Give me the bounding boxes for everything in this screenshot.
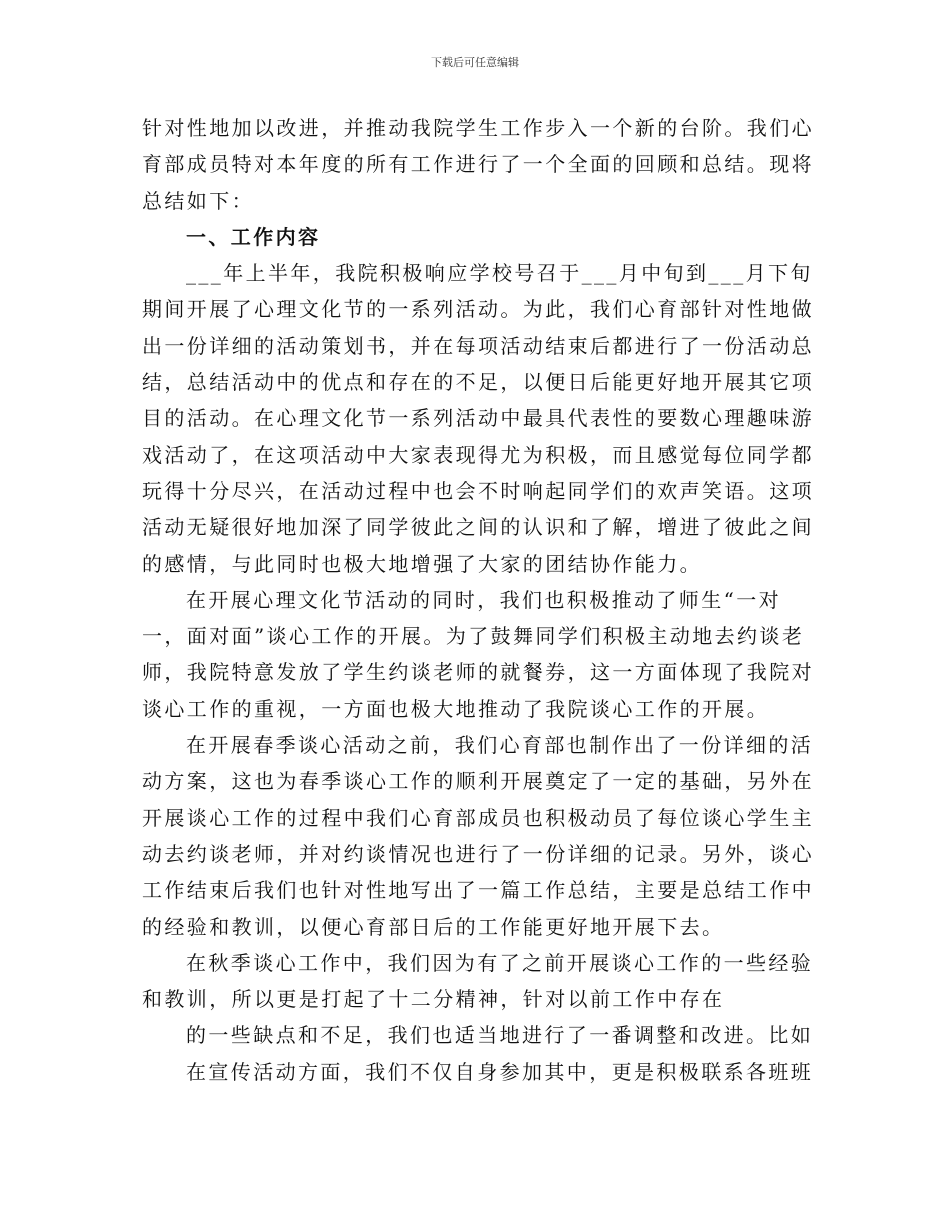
paragraph-2: 在开展心理文化节活动的同时，我们也积极推动了师生“一对一，面对面”谈心工作的开展。为了鼓舞同学们积极主动地去约谈老师，我院特意发放了学生约谈老师的就餐券，这一方面体现了我院对谈心工作的重视，一方面也极大地推动了我院谈心工作的开展。 — [142, 587, 814, 721]
paragraph-1: ___年上半年，我院积极响应学校号召于___月中旬到___月下旬期间开展了心理文化节的一系列活动。为此，我们心育部针对性地做出一份详细的活动策划书，并在每项活动结束后都进行了一份活动总结，总结活动中的优点和存在的不足，以便日后能更好地开展其它项目的活动。在心理文化节一系列活动中最具代表性的要数心理趣味游戏活动了，在这项活动中大家表现得尤为积极，而且感觉每位同学都玩得十分尽兴，在活动过程中也会不时响起同学们的欢声笑语。这项活动无疑很好地加深了同学彼此之间的认识和了解，增进了彼此之间的感情，与此同时也极大地增强了大家的团结协作能力。 — [142, 261, 814, 576]
intro-paragraph: 针对性地加以改进，并推动我院学生工作步入一个新的台阶。我们心育部成员特对本年度的所有工作进行了一个全面的回顾和总结。现将总结如下： — [142, 116, 814, 213]
document-body — [142, 110, 814, 1090]
paragraph-4: 在秋季谈心工作中，我们因为有了之前开展谈心工作的一些经验和教训，所以更是打起了十二分精神，针对以前工作中存在 — [142, 950, 814, 1012]
trailing-line-2: 在宣传活动方面，我们不仅自身参加其中，更是积极联系各班班 — [186, 1059, 814, 1084]
page-header: 下载后可任意编辑 — [431, 56, 519, 69]
paragraph-3: 在开展春季谈心活动之前，我们心育部也制作出了一份详细的活动方案，这也为春季谈心工作的顺利开展奠定了一定的基础，另外在开展谈心工作的过程中我们心育部成员也积极动员了每位谈心学生主动去约谈老师，并对约谈情况也进行了一份详细的记录。另外，谈心工作结束后我们也针对性地写出了一篇工作总结，主要是总结工作中的经验和教训，以便心育部日后的工作能更好地开展下去。 — [142, 733, 814, 939]
trailing-line-1: 的一些缺点和不足，我们也适当地进行了一番调整和改进。比如 — [186, 1023, 814, 1048]
section-heading: 一、工作内容 — [186, 224, 321, 249]
